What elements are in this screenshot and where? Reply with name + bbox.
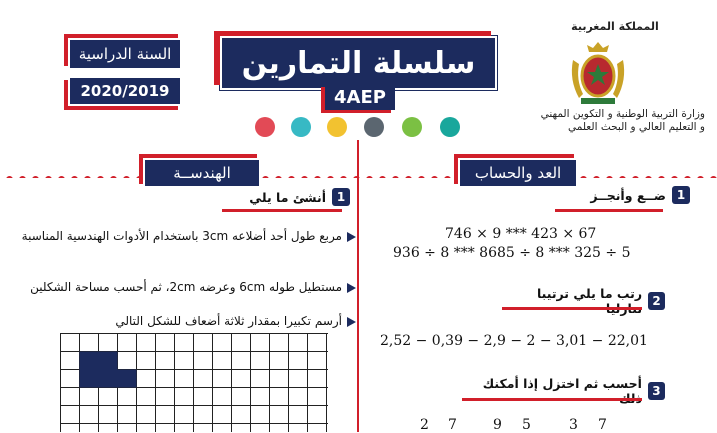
fraction-numerator: 9: [493, 417, 502, 433]
fraction-numerator: 3: [569, 417, 578, 433]
color-dot: [440, 117, 460, 137]
question-underline: [502, 307, 642, 310]
arrow-bullet-icon: [347, 283, 356, 293]
color-dot: [255, 117, 275, 137]
color-dot: [291, 117, 311, 137]
fraction-numerator: 7: [598, 417, 607, 433]
geometry-item-text: مربع طول أحد أضلاعه 3cm باستخدام الأدوات الهندسية المناسبة: [21, 229, 342, 243]
fraction-numerator: 5: [522, 417, 531, 433]
question-number: 3: [648, 382, 665, 400]
fraction-numerator: 2: [420, 417, 429, 433]
multiplication-line: 746 × 9 *** 423 × 67: [445, 226, 597, 242]
arithmetic-question-2: [505, 286, 665, 316]
question-label: ضــع وأنجــز: [590, 187, 666, 203]
ministry-line-2: و التعليم العالي و البحث العلمي: [568, 121, 705, 133]
section-title-geometry: الهندســة: [143, 158, 261, 188]
ordering-line: 2,52 − 0,39 − 2,9 − 2 − 3,01 − 22,01: [380, 333, 648, 349]
fraction-numerator: 7: [448, 417, 457, 433]
geometry-item: [80, 313, 356, 330]
school-year: 2020/2019: [68, 76, 182, 106]
question-label: أحسب ثم اختزل إذا أمكنك: [482, 376, 642, 391]
color-dot: [402, 117, 422, 137]
ministry-name: [505, 108, 705, 134]
question-label: أنشئ ما يلي: [249, 189, 326, 205]
geometry-item: [18, 228, 356, 245]
division-line: 936 ÷ 8 *** 8685 ÷ 8 *** 325 ÷ 5: [393, 245, 631, 261]
section-title-arithmetic: العد والحساب: [458, 158, 578, 188]
geometry-item: [8, 279, 356, 296]
arrow-bullet-icon: [347, 232, 356, 242]
question-number: 1: [672, 186, 690, 204]
arithmetic-question-1: [558, 186, 690, 204]
column-divider: [357, 140, 359, 432]
dotted-separator: [6, 168, 156, 178]
arrow-bullet-icon: [347, 317, 356, 327]
school-year-label: السنة الدراسية: [68, 38, 182, 70]
grade-level: 4AEP: [325, 84, 395, 110]
moroccan-emblem-icon: [567, 40, 629, 106]
geometry-item-text: أرسم تكبيرا بمقدار ثلاثة أضعاف للشكل التالي: [115, 314, 342, 328]
color-dot: [327, 117, 347, 137]
kingdom-name: المملكة المغربية: [571, 20, 659, 33]
question-underline: [462, 398, 642, 401]
geometry-question-1: [225, 188, 350, 206]
geometry-item-text: مستطيل طوله 6cm وعرضه 2cm، ثم أحسب مساحة الشكلين: [30, 280, 342, 294]
color-dot: [364, 117, 384, 137]
question-underline: [222, 209, 342, 212]
dotted-separator: [580, 168, 717, 178]
question-underline: [555, 209, 663, 212]
arithmetic-question-3: [465, 376, 665, 406]
square-grid: [60, 333, 328, 432]
question-number: 1: [332, 188, 350, 206]
worksheet-title: سلسلة التمارين: [220, 36, 497, 90]
question-label: رتب ما يلي ترتيبا: [536, 286, 643, 301]
ministry-line-1: وزارة التربية الوطنية و التكوين المهني: [540, 108, 705, 120]
question-number: 2: [648, 292, 665, 310]
